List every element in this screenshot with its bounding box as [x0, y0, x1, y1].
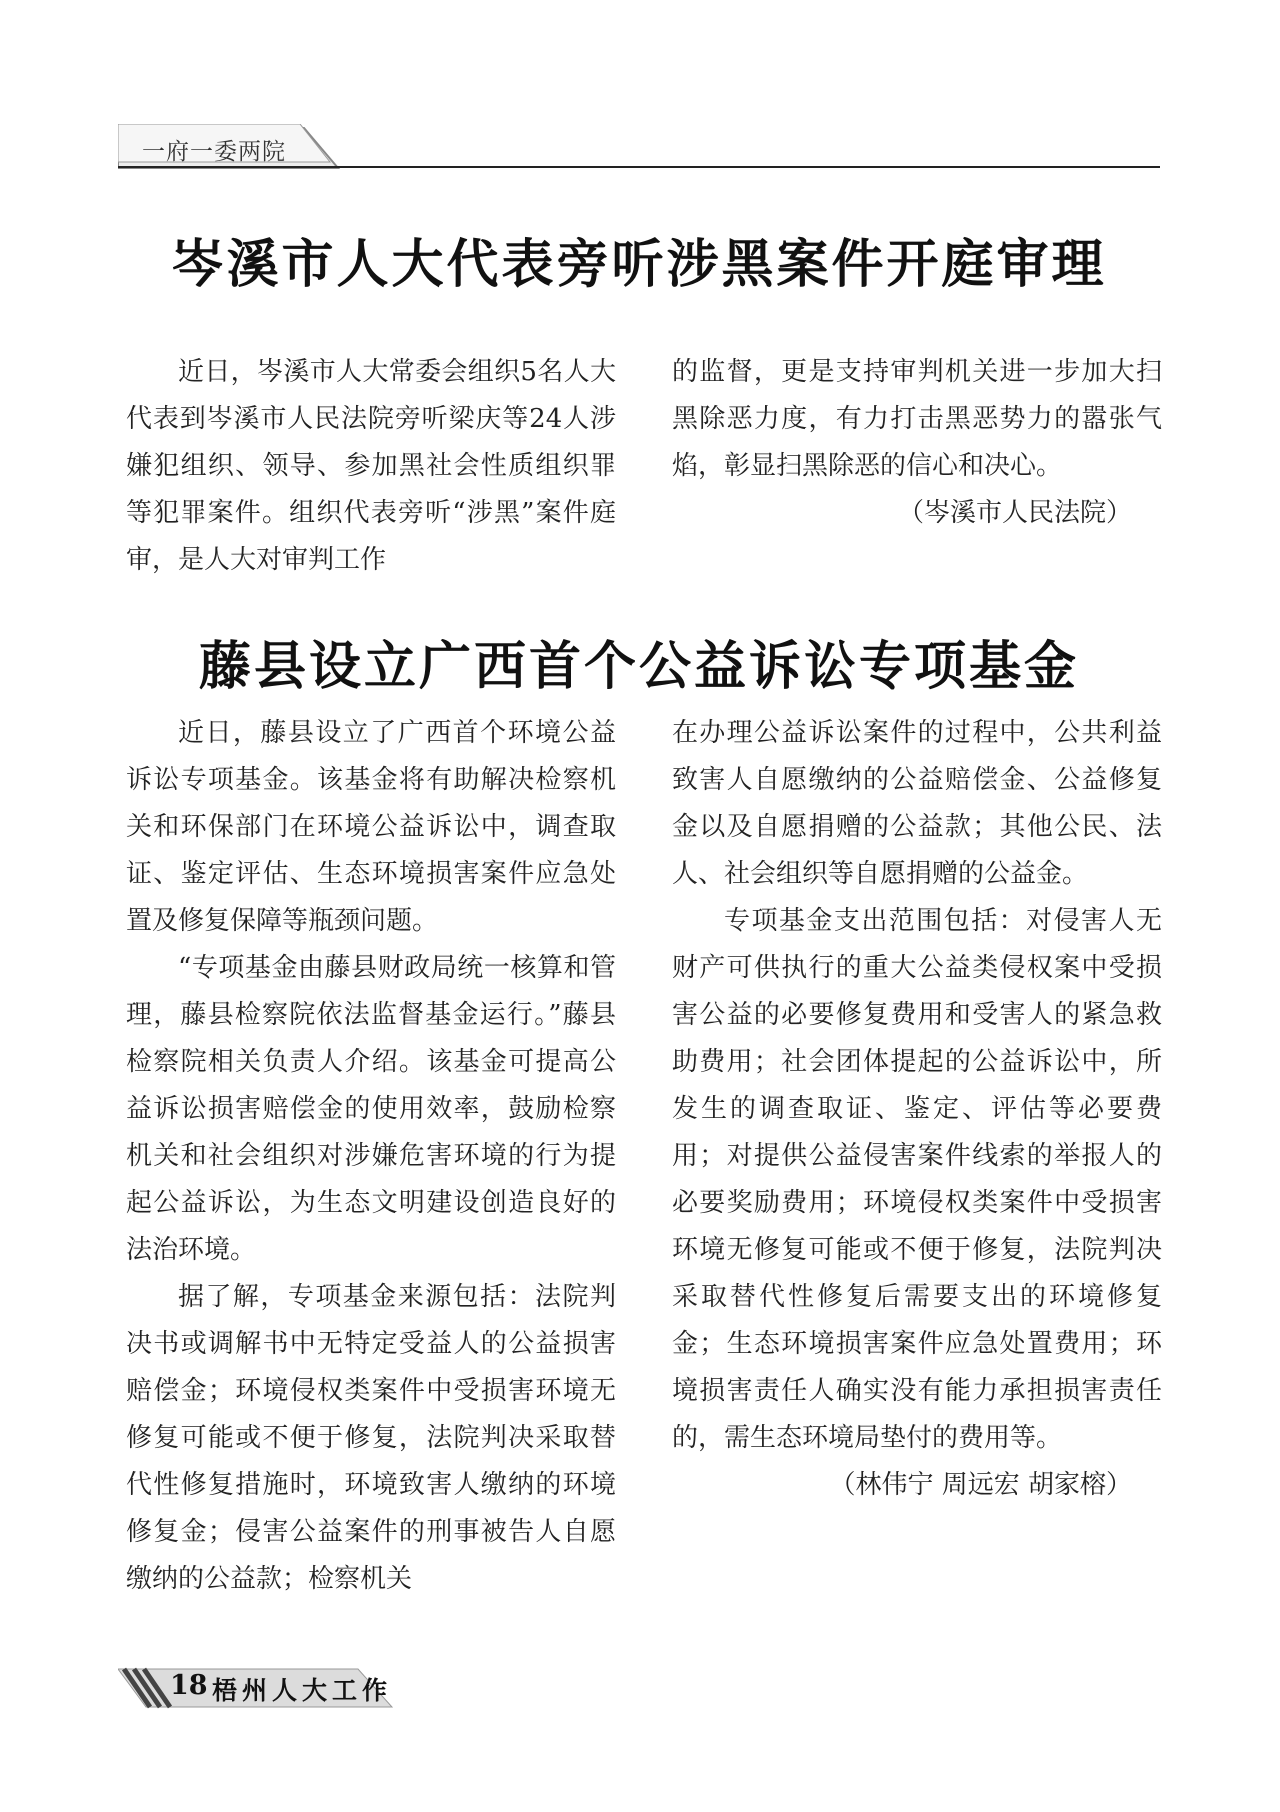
article2-title: 藤县设立广西首个公益诉讼专项基金	[198, 636, 1079, 697]
article1-credit: （岑溪市人民法院）	[897, 498, 1132, 528]
article2-paragraph: “专项基金由藤县财政局统一核算和管理，藤县检察院依法监督基金运行。”藤县检察院相关负责人介绍。该基金可提高公益诉讼损害赔偿金的使用效率，鼓励检察机关和社会组织对涉嫌危害环境的行为提起公益诉讼，为生态文明建设创造良好的法治环境。	[126, 953, 616, 1265]
article1-right-column	[672, 349, 1162, 537]
article2-paragraph: 在办理公益诉讼案件的过程中，公共利益致害人自愿缴纳的公益赔偿金、公益修复金以及自愿捐赠的公益款；其他公民、法人、社会组织等自愿捐赠的公益金。	[672, 718, 1162, 889]
article1-left-column	[126, 349, 616, 584]
magazine-name: 梧州人大工作	[212, 1676, 393, 1705]
section-tab	[118, 124, 343, 172]
article2-paragraph: 近日，藤县设立了广西首个环境公益诉讼专项基金。该基金将有助解决检察机关和环保部门在环境公益诉讼中，调查取证、鉴定评估、生态环境损害案件应急处置及修复保障等瓶颈问题。	[126, 718, 616, 936]
article2-paragraph: 专项基金支出范围包括：对侵害人无财产可供执行的重大公益类侵权案中受损害公益的必要修复费用和受害人的紧急救助费用；社会团体提起的公益诉讼中，所发生的调查取证、鉴定、评估等必要费用；对提供公益侵害案件线索的举报人的必要奖励费用；环境侵权类案件中受损害环境无修复可能或不便于修复，法院判决采取替代性修复后需要支出的环境修复金；生态环境损害案件应急处置费用；环境损害责任人确实没有能力承担损害责任的，需生态环境局垫付的费用等。	[672, 906, 1162, 1453]
article1-paragraph: 的监督，更是支持审判机关进一步加大扫黑除恶力度，有力打击黑恶势力的嚣张气焰，彰显扫黑除恶的信心和决心。	[672, 357, 1162, 481]
section-label: 一府一委两院	[142, 139, 286, 165]
header-rule	[118, 166, 1160, 168]
page-footer	[118, 1665, 398, 1709]
page-number: 18	[170, 1670, 208, 1701]
article2-right-column	[672, 710, 1162, 1509]
article2-paragraph: 据了解，专项基金来源包括：法院判决书或调解书中无特定受益人的公益损害赔偿金；环境侵权类案件中受损害环境无修复可能或不便于修复，法院判决采取替代性修复措施时，环境致害人缴纳的环境修复金；侵害公益案件的刑事被告人自愿缴纳的公益款；检察机关	[126, 1282, 616, 1594]
article2-left-column	[126, 710, 616, 1603]
article1-title: 岑溪市人大代表旁听涉黑案件开庭审理	[171, 234, 1107, 295]
article2-credit: （林伟宁 周远宏 胡家榕）	[829, 1470, 1132, 1500]
article1-paragraph: 近日，岑溪市人大常委会组织5名人大代表到岑溪市人民法院旁听梁庆等24人涉嫌犯组织、领导、参加黑社会性质组织罪等犯罪案件。组织代表旁听“涉黑”案件庭审，是人大对审判工作	[126, 357, 616, 575]
